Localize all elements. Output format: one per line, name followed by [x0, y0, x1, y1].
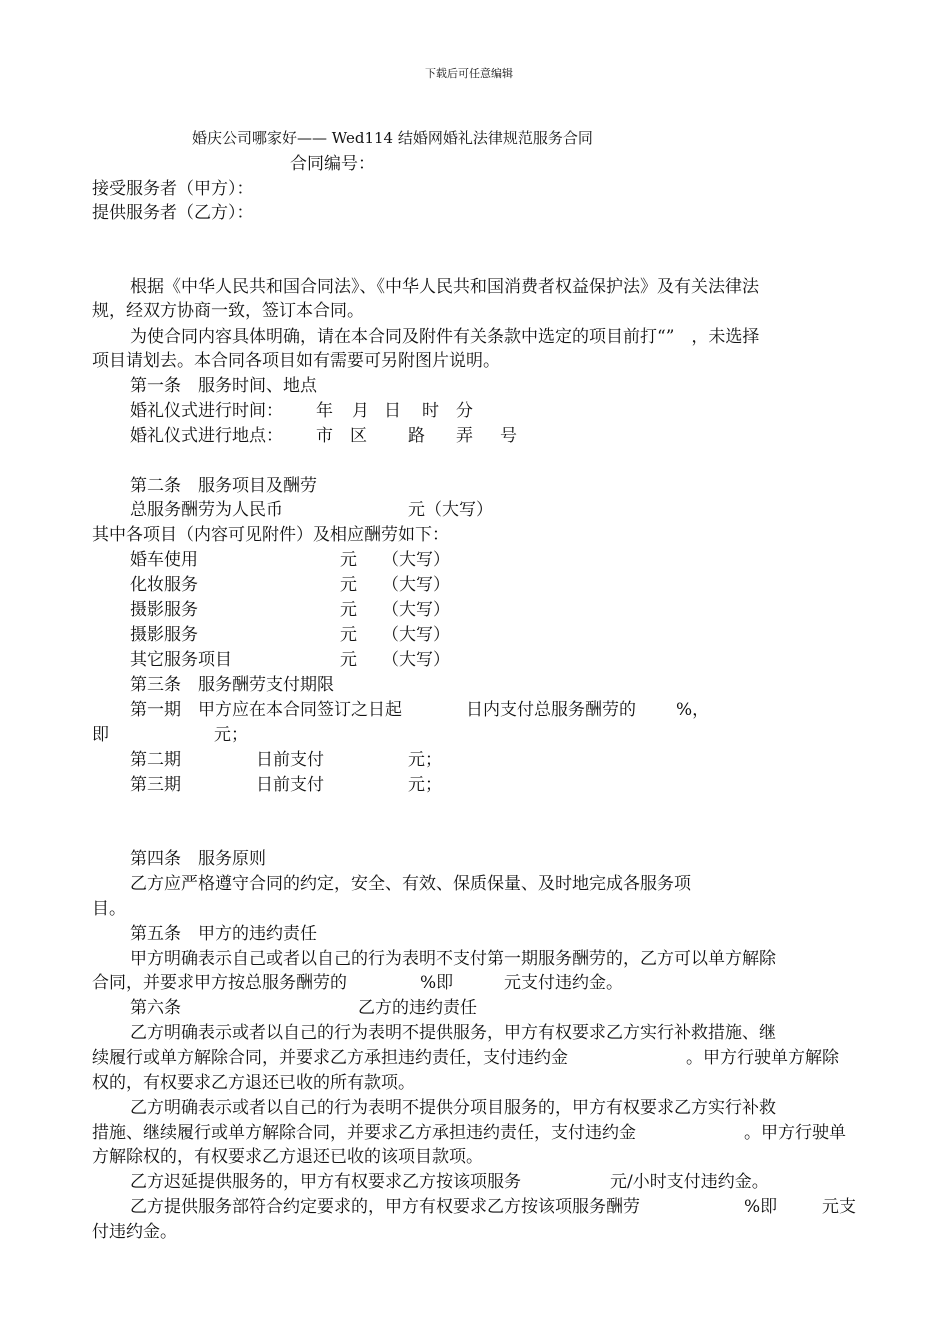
place-unit: 弄	[456, 426, 473, 446]
article-6-text: 方解除权的，有权要求乙方退还已收的该项目款项。	[92, 1147, 483, 1167]
preamble-line: 为使合同内容具体明确，请在本合同及附件有关条款中选定的项目前打“” ，未选择	[130, 327, 760, 347]
ceremony-time-label: 婚礼仪式进行时间：	[130, 401, 283, 421]
article-6-text: 乙方提供服务部符合约定要求的，甲方有权要求乙方按该项服务酬劳	[130, 1197, 640, 1217]
payment-phase-3-before: 日前支付	[256, 775, 324, 795]
payment-phase-1-percent: %，	[676, 700, 710, 720]
place-unit: 号	[500, 426, 517, 446]
service-daxie: （大写）	[382, 575, 450, 595]
service-yuan: 元	[340, 600, 357, 620]
time-unit: 分	[456, 401, 473, 421]
article-5-heading: 第五条 甲方的违约责任	[130, 924, 317, 944]
article-6-text: 权的，有权要求乙方退还已收的所有款项。	[92, 1073, 415, 1093]
article-4-text: 乙方应严格遵守合同的约定，安全、有效、保质保量、及时地完成各服务项	[130, 874, 691, 894]
article-6-percent: %即	[744, 1197, 778, 1217]
service-yuan: 元	[340, 575, 357, 595]
payment-phase-1-ji: 即	[92, 725, 109, 745]
time-unit: 年	[316, 401, 333, 421]
items-intro: 其中各项目（内容可见附件）及相应酬劳如下：	[92, 525, 449, 545]
preamble-line: 项目请划去。本合同各项目如有需要可另附图片说明。	[92, 351, 500, 371]
payment-phase-2: 第二期	[130, 750, 181, 770]
preamble-line: 根据《中华人民共和国合同法》、《中华人民共和国消费者权益保护法》及有关法律法	[130, 277, 759, 297]
service-daxie: （大写）	[382, 650, 450, 670]
place-unit: 区	[350, 426, 367, 446]
article-1-heading: 第一条 服务时间、地点	[130, 376, 317, 396]
article-5-percent: %即	[420, 973, 454, 993]
article-6-text: 乙方明确表示或者以自己的行为表明不提供分项目服务的，甲方有权要求乙方实行补救	[130, 1098, 776, 1118]
service-yuan: 元	[340, 650, 357, 670]
service-item: 其它服务项目	[130, 650, 232, 670]
article-6-yuan: 元支	[822, 1197, 856, 1217]
article-2-heading: 第二条 服务项目及酬劳	[130, 476, 317, 496]
article-6-heading-title: 乙方的违约责任	[358, 998, 477, 1018]
article-6-text: 付违约金。	[92, 1222, 177, 1242]
page-title: 婚庆公司哪家好—— Wed114 结婚网婚礼法律规范服务合同	[192, 129, 593, 147]
contract-number-label: 合同编号：	[290, 154, 375, 174]
time-unit: 时	[422, 401, 439, 421]
article-4-heading: 第四条 服务原则	[130, 849, 266, 869]
article-6-text: 。甲方行驶单方解除	[686, 1048, 839, 1068]
article-5-text: 甲方明确表示自己或者以自己的行为表明不支付第一期服务酬劳的，乙方可以单方解除	[130, 949, 776, 969]
article-5-text: 合同，并要求甲方按总服务酬劳的	[92, 973, 347, 993]
party-a-label: 接受服务者（甲方）：	[92, 179, 254, 199]
payment-phase-1-days: 日内支付总服务酬劳的	[466, 700, 636, 720]
article-4-text: 目。	[92, 899, 126, 919]
service-item: 摄影服务	[130, 625, 198, 645]
service-yuan: 元	[340, 550, 357, 570]
article-6-text: 元/小时支付违约金。	[610, 1172, 769, 1192]
total-fee-label: 总服务酬劳为人民币	[130, 500, 283, 520]
total-fee-unit: 元（大写）	[408, 500, 493, 520]
time-unit: 日	[384, 401, 401, 421]
article-6-text: 乙方明确表示或者以自己的行为表明不提供服务，甲方有权要求乙方实行补救措施、继	[130, 1023, 776, 1043]
preamble-line: 规，经双方协商一致，签订本合同。	[92, 301, 364, 321]
article-6-heading: 第六条	[130, 998, 181, 1018]
article-3-heading: 第三条 服务酬劳支付期限	[130, 675, 334, 695]
service-daxie: （大写）	[382, 550, 450, 570]
article-5-yuan: 元支付违约金。	[504, 973, 623, 993]
article-6-text: 乙方迟延提供服务的，甲方有权要求乙方按该项服务	[130, 1172, 521, 1192]
service-item: 化妆服务	[130, 575, 198, 595]
article-6-text: 措施、继续履行或单方解除合同，并要求乙方承担违约责任，支付违约金	[92, 1123, 636, 1143]
party-b-label: 提供服务者（乙方）：	[92, 203, 254, 223]
payment-phase-2-yuan: 元；	[408, 750, 442, 770]
place-unit: 市	[316, 426, 333, 446]
payment-phase-3-yuan: 元；	[408, 775, 442, 795]
payment-phase-1: 第一期 甲方应在本合同签订之日起	[130, 700, 402, 720]
service-daxie: （大写）	[382, 625, 450, 645]
ceremony-place-label: 婚礼仪式进行地点：	[130, 426, 283, 446]
header-note: 下载后可任意编辑	[425, 67, 513, 80]
service-item: 摄影服务	[130, 600, 198, 620]
payment-phase-2-before: 日前支付	[256, 750, 324, 770]
article-6-text: 。甲方行驶单	[744, 1123, 846, 1143]
service-item: 婚车使用	[130, 550, 198, 570]
article-6-text: 续履行或单方解除合同，并要求乙方承担违约责任，支付违约金	[92, 1048, 568, 1068]
service-yuan: 元	[340, 625, 357, 645]
service-daxie: （大写）	[382, 600, 450, 620]
place-unit: 路	[408, 426, 425, 446]
time-unit: 月	[352, 401, 369, 421]
payment-phase-1-yuan: 元；	[214, 725, 248, 745]
payment-phase-3: 第三期	[130, 775, 181, 795]
